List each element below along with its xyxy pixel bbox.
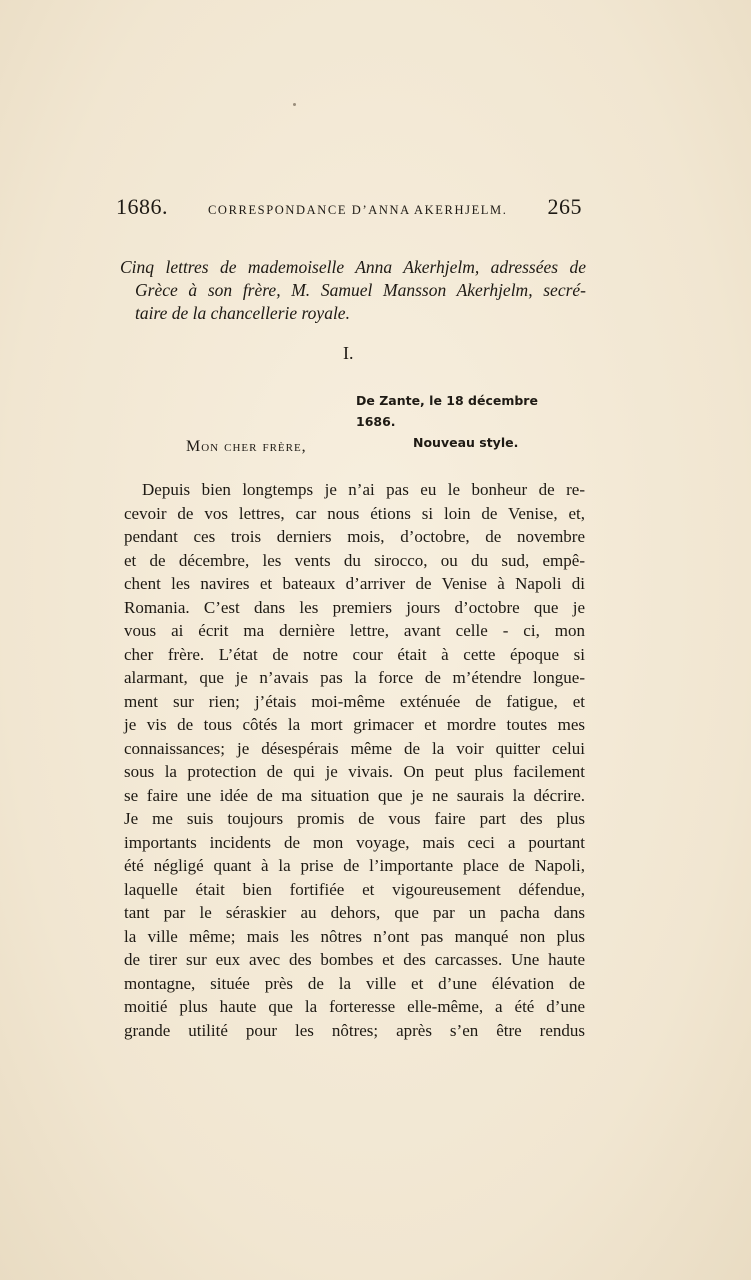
body-line: cevoir de vos lettres, car nous étions si loin de Venise, et, — [124, 503, 585, 523]
letter-salutation: Mon cher frère, — [186, 438, 307, 455]
letter-numeral: I. — [343, 343, 354, 363]
body-line: se faire une idée de ma situation que je ne saurais la décrire. — [124, 785, 585, 805]
body-line: grande utilité pour les nôtres; après s’en être rendus — [124, 1020, 585, 1040]
body-line: moitié plus haute que la forteresse elle-même, a été d’une — [124, 997, 585, 1016]
body-line: je vis de tous côtés la mort grimacer et mordre toutes mes — [124, 715, 585, 734]
body-line: Romania. C’est dans les premiers jours d’octobre que je — [124, 597, 585, 617]
body-line: alarmant, que je n’avais pas la force de m’étendre longue- — [124, 668, 585, 687]
intro-line: Cinq lettres de mademoiselle Anna Akerhjelm, adressées de — [120, 257, 586, 277]
body-line: et de décembre, les vents du sirocco, ou du sud, empê- — [124, 550, 585, 570]
body-line: la ville même; mais les nôtres n’ont pas manqué non plus — [124, 926, 585, 946]
running-head-title: CORRESPONDANCE D’ANNA AKERHJELM. — [208, 203, 508, 217]
letter-dateline — [320, 390, 560, 453]
dateline-style: Nouveau style. — [413, 435, 519, 450]
body-line: importants incidents de mon voyage, mais ceci a pourtant — [124, 832, 585, 852]
paper-speck — [293, 103, 296, 106]
page-number: 265 — [547, 194, 582, 219]
intro-line: taire de la chancellerie royale. — [135, 303, 350, 323]
body-line: sous la protection de qui je vivais. On peut plus facilement — [124, 762, 585, 781]
body-line: été négligé quant à la prise de l’importante place de Napoli, — [124, 856, 585, 875]
letter-body — [124, 478, 585, 1042]
body-line: montagne, située près de la ville et d’une élévation de — [124, 973, 585, 993]
intro-line: Grèce à son frère, M. Samuel Mansson Akerhjelm, secré- — [135, 280, 586, 300]
body-line: de tirer sur eux avec des bombes et des carcasses. Une haute — [124, 950, 585, 969]
body-line: connaissances; je désespérais même de la voir quitter celui — [124, 738, 585, 758]
running-head-year: 1686. — [116, 194, 168, 219]
body-line: tant par le séraskier au dehors, que par un pacha dans — [124, 903, 585, 922]
letters-introduction — [120, 256, 586, 325]
body-line: Je me suis toujours promis de vous faire part des plus — [124, 809, 585, 828]
body-line: ment sur rien; j’étais moi-même exténuée de fatigue, et — [124, 691, 585, 711]
body-line: Depuis bien longtemps je n’ai pas eu le bonheur de re- — [142, 480, 585, 499]
body-line: cher frère. L’état de notre cour était à cette époque si — [124, 644, 585, 664]
body-line: chent les navires et bateaux d’arriver de Venise à Napoli di — [124, 574, 585, 593]
running-head — [116, 194, 582, 220]
dateline-place-date: De Zante, le 18 décembre 1686. — [356, 393, 538, 429]
body-line: vous ai écrit ma dernière lettre, avant celle - ci, mon — [124, 621, 585, 640]
body-line: laquelle était bien fortifiée et vigoureusement défendue, — [124, 879, 585, 899]
body-line: pendant ces trois derniers mois, d’octobre, de novembre — [124, 527, 585, 546]
